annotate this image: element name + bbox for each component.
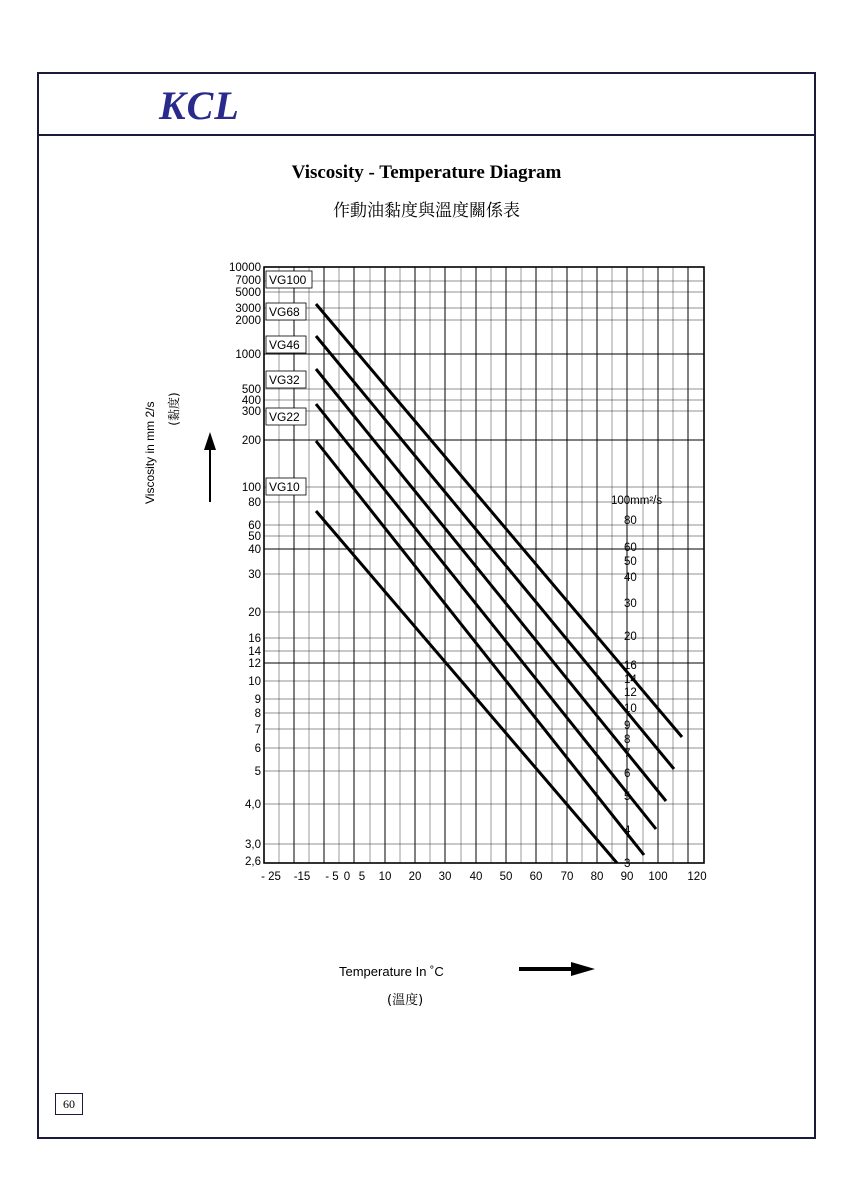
svg-text:70: 70 bbox=[560, 871, 574, 883]
svg-text:90: 90 bbox=[620, 871, 634, 883]
label-vg100: VG100 bbox=[269, 273, 307, 287]
svg-text:400: 400 bbox=[241, 395, 261, 407]
svg-text:- 5: - 5 bbox=[325, 871, 339, 883]
svg-text:10: 10 bbox=[248, 676, 261, 688]
svg-text:500: 500 bbox=[241, 384, 261, 396]
svg-text:7: 7 bbox=[254, 724, 261, 736]
page-frame bbox=[37, 72, 816, 1139]
svg-text:40: 40 bbox=[624, 572, 637, 584]
svg-text:30: 30 bbox=[624, 598, 637, 610]
svg-text:3,0: 3,0 bbox=[245, 839, 261, 851]
svg-text:12: 12 bbox=[248, 658, 261, 670]
svg-text:10: 10 bbox=[624, 703, 637, 715]
svg-text:120: 120 bbox=[687, 871, 707, 883]
svg-text:20: 20 bbox=[624, 631, 637, 643]
svg-text:-15: -15 bbox=[293, 871, 311, 883]
y-axis-ticks bbox=[229, 262, 262, 868]
svg-text:80: 80 bbox=[624, 515, 637, 527]
brand-logo: KCL bbox=[159, 83, 240, 128]
svg-text:10000: 10000 bbox=[229, 262, 261, 274]
svg-text:1000: 1000 bbox=[235, 349, 261, 361]
svg-text:5000: 5000 bbox=[235, 287, 261, 299]
svg-text:16: 16 bbox=[624, 660, 637, 672]
svg-text:60: 60 bbox=[248, 520, 261, 532]
x-axis-ticks bbox=[261, 871, 707, 883]
svg-text:80: 80 bbox=[248, 497, 261, 509]
svg-text:14: 14 bbox=[624, 674, 637, 686]
svg-text:30: 30 bbox=[438, 871, 452, 883]
svg-text:20: 20 bbox=[408, 871, 422, 883]
svg-text:2000: 2000 bbox=[235, 315, 261, 327]
svg-text:50: 50 bbox=[624, 556, 637, 568]
x-axis-label-zh: (溫度) bbox=[387, 993, 424, 1008]
svg-text:- 25: - 25 bbox=[261, 871, 281, 883]
svg-text:200: 200 bbox=[241, 435, 261, 447]
svg-text:14: 14 bbox=[248, 646, 261, 658]
svg-text:8: 8 bbox=[254, 708, 261, 720]
svg-text:40: 40 bbox=[469, 871, 483, 883]
label-vg10: VG10 bbox=[269, 480, 300, 494]
svg-text:40: 40 bbox=[248, 544, 261, 556]
svg-text:20: 20 bbox=[248, 607, 261, 619]
svg-text:5: 5 bbox=[358, 871, 366, 883]
chart-title: Viscosity - Temperature Diagram bbox=[291, 162, 562, 183]
svg-text:2,6: 2,6 bbox=[245, 856, 261, 868]
svg-text:16: 16 bbox=[248, 633, 261, 645]
x-axis-arrow-icon bbox=[519, 962, 595, 976]
brand-bar bbox=[39, 74, 814, 136]
page-number: 60 bbox=[55, 1093, 83, 1115]
svg-text:4,0: 4,0 bbox=[245, 799, 261, 811]
svg-text:6: 6 bbox=[254, 743, 261, 755]
svg-text:60: 60 bbox=[529, 871, 543, 883]
svg-text:5: 5 bbox=[624, 791, 631, 803]
y-axis-label-en: Viscosity in mm 2/s bbox=[143, 401, 157, 504]
svg-text:6: 6 bbox=[624, 768, 631, 780]
svg-text:5: 5 bbox=[254, 766, 261, 778]
right-scale-title: 100mm²/s bbox=[611, 495, 663, 507]
label-vg22: VG22 bbox=[269, 410, 300, 424]
svg-text:3000: 3000 bbox=[235, 303, 261, 315]
y-axis-label-zh: (黏度) bbox=[167, 392, 181, 426]
y-axis-arrow-icon bbox=[202, 432, 218, 502]
svg-text:3: 3 bbox=[624, 858, 631, 870]
chart-subtitle: 作動油黏度與溫度關係表 bbox=[333, 201, 520, 221]
svg-text:30: 30 bbox=[248, 569, 261, 581]
svg-text:8: 8 bbox=[624, 734, 631, 746]
svg-text:80: 80 bbox=[590, 871, 604, 883]
svg-text:60: 60 bbox=[624, 542, 637, 554]
svg-text:100: 100 bbox=[241, 482, 261, 494]
x-axis-label-en: Temperature In ˚C bbox=[339, 964, 444, 979]
svg-text:7000: 7000 bbox=[235, 275, 261, 287]
chart-plot-area bbox=[219, 259, 729, 919]
svg-text:9: 9 bbox=[624, 720, 631, 732]
svg-text:300: 300 bbox=[241, 406, 261, 418]
svg-text:9: 9 bbox=[254, 694, 261, 706]
label-vg46: VG46 bbox=[269, 338, 300, 352]
label-vg32: VG32 bbox=[269, 373, 300, 387]
svg-text:7: 7 bbox=[624, 748, 631, 760]
label-vg68: VG68 bbox=[269, 305, 300, 319]
viscosity-temperature-chart bbox=[219, 259, 729, 919]
svg-text:10: 10 bbox=[378, 871, 392, 883]
svg-text:0: 0 bbox=[343, 871, 351, 883]
svg-text:100: 100 bbox=[648, 871, 668, 883]
svg-text:4: 4 bbox=[624, 825, 631, 837]
svg-text:50: 50 bbox=[248, 531, 261, 543]
svg-text:50: 50 bbox=[499, 871, 513, 883]
svg-text:12: 12 bbox=[624, 687, 637, 699]
